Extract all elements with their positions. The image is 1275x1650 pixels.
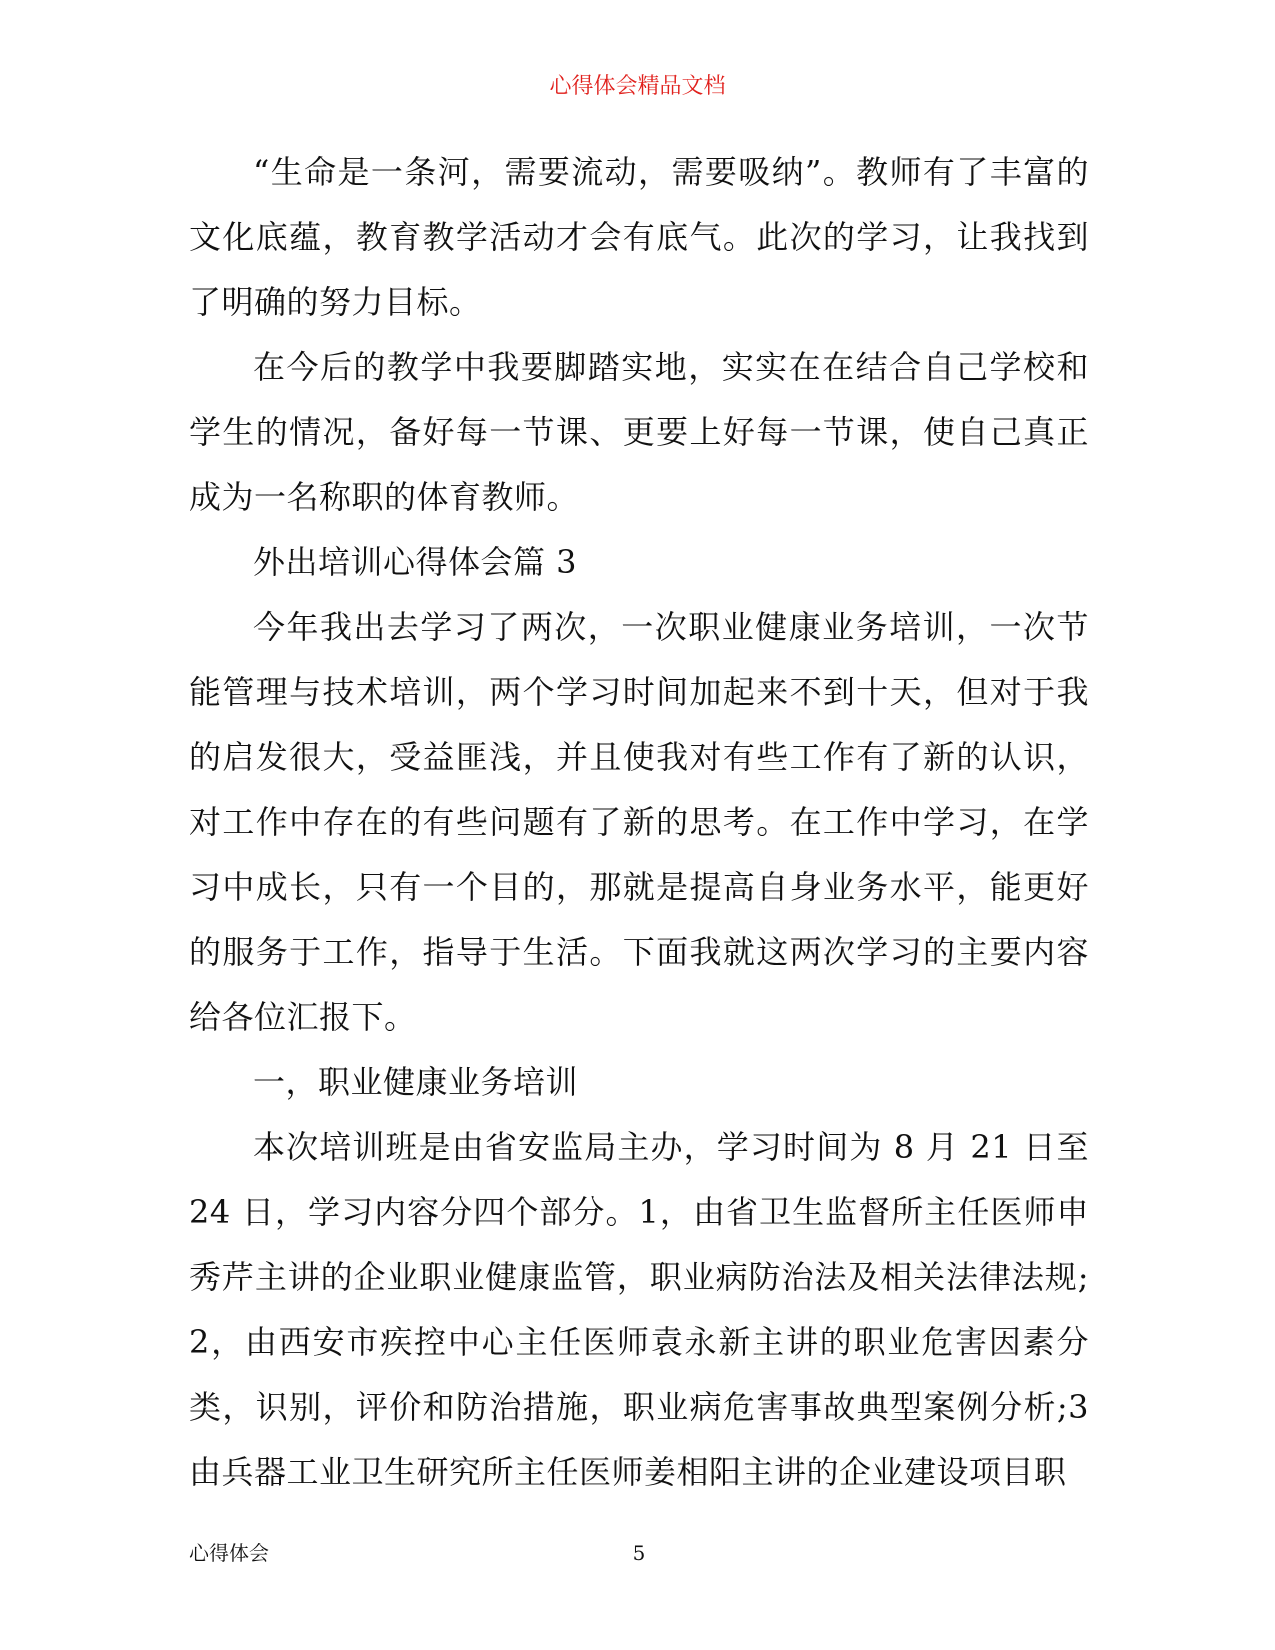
section-heading: 外出培训心得体会篇 3 — [253, 543, 578, 581]
document-header-title: 心得体会精品文档 — [549, 74, 726, 99]
footer-label: 心得体会 — [189, 1541, 269, 1565]
page-number: 5 — [632, 1541, 646, 1565]
body-paragraph: “生命是一条河，需要流动，需要吸纳”。教师有了丰富的文化底蕴，教育教学活动才会有底气。此次的学习，让我找到了明确的努力目标。 — [189, 153, 1089, 321]
subsection-heading: 一，职业健康业务培训 — [253, 1063, 579, 1101]
body-paragraph: 今年我出去学习了两次，一次职业健康业务培训，一次节能管理与技术培训，两个学习时间加起来不到十天，但对于我的启发很大，受益匪浅，并且使我对有些工作有了新的认识，对工作中存在的有些问题有了新的思考。在工作中学习，在学习中成长，只有一个目的，那就是提高自身业务水平，能更好的服务于工作，指导于生活。下面我就这两次学习的主要内容给各位汇报下。 — [189, 608, 1089, 1036]
body-paragraph: 在今后的教学中我要脚踏实地，实实在在结合自己学校和学生的情况，备好每一节课、更要上好每一节课，使自己真正成为一名称职的体育教师。 — [189, 348, 1089, 516]
document-body — [189, 140, 1089, 1505]
body-paragraph: 本次培训班是由省安监局主办，学习时间为 8 月 21 日至 24 日，学习内容分四个部分。1，由省卫生监督所主任医师申秀芹主讲的企业职业健康监管，职业病防治法及相关法律法规;2，由西安市疾控中心主任医师袁永新主讲的职业危害因素分类，识别，评价和防治措施，职业病危害事故典型案例分析;3 由兵器工业卫生研究所主任医师姜相阳主讲的企业建设项目职 — [189, 1128, 1089, 1491]
